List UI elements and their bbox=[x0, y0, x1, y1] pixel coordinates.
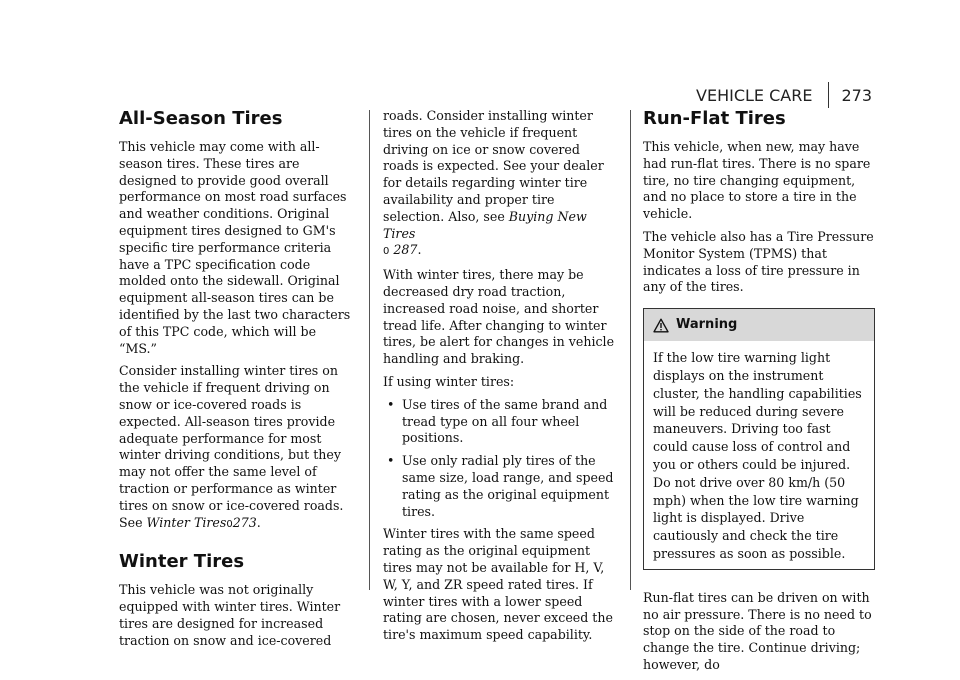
page-header bbox=[696, 82, 872, 108]
header-divider bbox=[828, 82, 829, 108]
xref-buying-new-tires-link[interactable]: Buying New Tires bbox=[383, 208, 587, 241]
paragraph: roads. Consider installing winter tires on the vehicle if frequent driving on ice or snow covered roads is expected. See your dealer for details regarding winter tire availability and proper tire selection. Also, see Buying New Tires 0 287. bbox=[383, 108, 604, 258]
column-2 bbox=[383, 108, 618, 650]
column-1 bbox=[119, 108, 357, 656]
page-ref-icon: 0 bbox=[383, 246, 390, 258]
bullet-list bbox=[383, 397, 618, 521]
list-item: • Use tires of the same brand and tread type on all four wheel positions. bbox=[387, 396, 608, 446]
bullet-icon: • bbox=[387, 396, 395, 412]
xref-page-number[interactable]: 273 bbox=[232, 514, 257, 530]
warning-body: If the low tire warning light displays on the instrument cluster, the handling capabilities will be reduced during severe maneuvers. Driving too fast could cause loss of control and you or others could be injured. Do not drive over 80 km/h (50 mph) when the low tire warning light is displayed. Drive cautiously and check the tire pressures as soon as possible. bbox=[653, 350, 862, 561]
xref-page-number[interactable]: 287 bbox=[393, 242, 418, 258]
heading-all-season-tires: All-Season Tires bbox=[119, 108, 283, 129]
page-ref-icon: 0 bbox=[226, 518, 233, 530]
paragraph: The vehicle also has a Tire Pressure Monitor System (TPMS) that indicates a loss of tire pressure in any of the tires. bbox=[643, 228, 874, 295]
page-number: 273 bbox=[841, 85, 872, 105]
paragraph: Run-flat tires can be driven on with no air pressure. There is no need to stop on the side of the road to change the tire. Continue driving; however, do bbox=[643, 589, 872, 672]
heading-winter-tires: Winter Tires bbox=[119, 551, 245, 573]
column-3 bbox=[643, 108, 875, 680]
paragraph: Winter tires with the same speed rating as the original equipment tires may not be available for H, V, W, Y, and ZR speed rated tires. If winter tires with a lower speed rating are chosen, never exceed the tire's maximum speed capability. bbox=[383, 526, 613, 643]
warning-title: Warning bbox=[676, 316, 738, 332]
paragraph: This vehicle, when new, may have had run-flat tires. There is no spare tire, no tire changing equipment, and no place to store a tire in the vehicle. bbox=[643, 139, 871, 222]
section-title: VEHICLE CARE bbox=[696, 85, 813, 105]
paragraph: If using winter tires: bbox=[383, 373, 515, 389]
column-divider-1 bbox=[369, 110, 370, 590]
paragraph: This vehicle may come with all-season tires. These tires are designed to provide good overall performance on most road surfaces and weather conditions. Original equipment tires designed to GM's specific tire performance criteria have a TPC specification code molded onto the sidewall. Original equipment all-season tires can be identified by the last two characters of this TPC code, which will be “MS.” bbox=[119, 139, 351, 356]
paragraph: With winter tires, there may be decreased dry road traction, increased road noise, and shorter tread life. After changing to winter tires, be alert for changes in vehicle handling and braking. bbox=[383, 267, 615, 367]
bullet-icon: • bbox=[387, 453, 395, 469]
heading-run-flat-tires: Run-Flat Tires bbox=[643, 108, 786, 129]
warning-box bbox=[643, 308, 875, 570]
column-divider-2 bbox=[630, 110, 631, 590]
xref-winter-tires-link[interactable]: Winter Tires bbox=[146, 514, 227, 530]
list-item: • Use only radial ply tires of the same size, load range, and speed rating as the original equipment tires. bbox=[387, 453, 614, 519]
warning-triangle-icon bbox=[653, 318, 669, 333]
paragraph: This vehicle was not originally equipped with winter tires. Winter tires are designed for increased traction on snow and ice-covered bbox=[119, 582, 341, 648]
warning-header bbox=[644, 309, 874, 341]
paragraph: Consider installing winter tires on the vehicle if frequent driving on snow or ice-covered roads is expected. All-season tires provide adequate performance for most winter driving conditions, but they may not offer the same level of traction or performance as winter tires on snow or ice-covered roads. See Winter Tires0273. bbox=[119, 363, 344, 530]
